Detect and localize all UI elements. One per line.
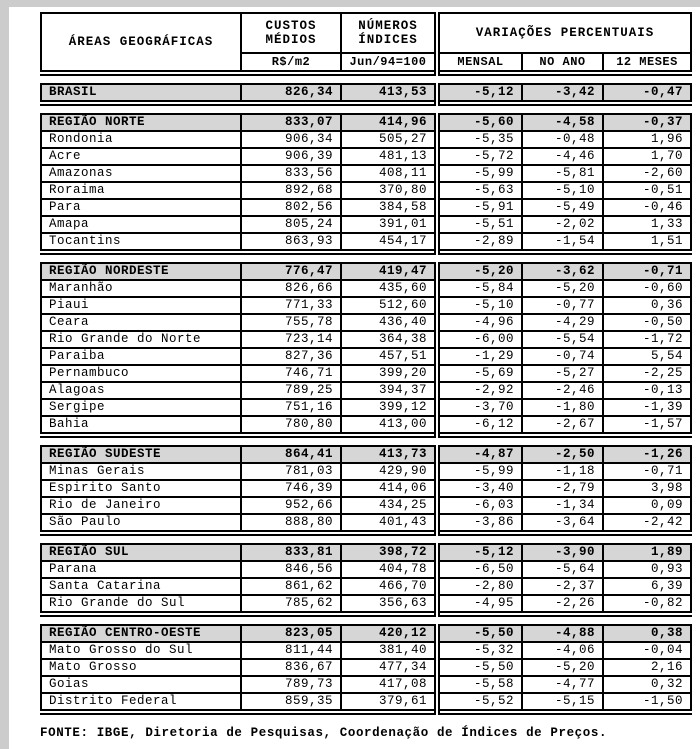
area-value: -6,00 [437, 331, 522, 348]
area-label: Ceara [41, 314, 241, 331]
area-value: 780,80 [241, 416, 341, 435]
header-base-jun94 [341, 53, 437, 73]
region-value: 420,12 [341, 625, 437, 642]
area-value: 477,34 [341, 659, 437, 676]
region-value: 414,96 [341, 114, 437, 131]
scan-edge-left [0, 0, 9, 749]
region-value: -0,37 [603, 114, 691, 131]
area-value: -0,71 [603, 463, 691, 480]
area-value: -0,13 [603, 382, 691, 399]
area-value: -0,51 [603, 182, 691, 199]
area-value: 399,20 [341, 365, 437, 382]
table-blocks [40, 83, 690, 715]
area-row [41, 514, 691, 533]
area-value: 379,61 [341, 693, 437, 712]
area-row [41, 595, 691, 614]
area-value: 746,71 [241, 365, 341, 382]
area-value: -2,79 [522, 480, 603, 497]
region-value: -0,47 [603, 84, 691, 103]
area-value: -2,60 [603, 165, 691, 182]
region-value: -5,12 [437, 84, 522, 103]
area-value: -1,34 [522, 497, 603, 514]
region-block [40, 83, 692, 106]
area-value: -5,32 [437, 642, 522, 659]
region-block [40, 624, 692, 715]
region-value: 419,47 [341, 263, 437, 280]
area-value: -5,58 [437, 676, 522, 693]
area-value: -2,26 [522, 595, 603, 614]
area-value: -0,48 [522, 131, 603, 148]
area-value: -2,67 [522, 416, 603, 435]
area-label: Para [41, 199, 241, 216]
region-block [40, 445, 692, 536]
source-note: FONTE: IBGE, Diretoria de Pesquisas, Coordenação de Índices de Preços. [40, 726, 608, 740]
region-value: -5,50 [437, 625, 522, 642]
header-variacoes-percentuais: VARIAÇÕES PERCENTUAIS [437, 13, 691, 53]
area-row [41, 382, 691, 399]
area-value: -1,50 [603, 693, 691, 712]
area-value: 414,06 [341, 480, 437, 497]
area-value: 454,17 [341, 233, 437, 252]
region-value: 413,53 [341, 84, 437, 103]
area-value: -2,89 [437, 233, 522, 252]
region-value: 413,73 [341, 446, 437, 463]
region-value: -4,58 [522, 114, 603, 131]
region-row [41, 114, 691, 131]
area-value: -4,06 [522, 642, 603, 659]
area-value: 755,78 [241, 314, 341, 331]
region-value: -5,12 [437, 544, 522, 561]
area-row [41, 199, 691, 216]
area-value: -5,10 [437, 297, 522, 314]
scan-edge-top [0, 0, 700, 7]
area-value: 859,35 [241, 693, 341, 712]
region-row [41, 84, 691, 103]
region-value: 833,07 [241, 114, 341, 131]
area-value: 789,73 [241, 676, 341, 693]
area-value: 861,62 [241, 578, 341, 595]
area-value: 1,51 [603, 233, 691, 252]
report-table [40, 12, 690, 740]
area-row [41, 297, 691, 314]
area-value: 846,56 [241, 561, 341, 578]
area-row [41, 182, 691, 199]
region-value: 833,81 [241, 544, 341, 561]
area-value: 435,60 [341, 280, 437, 297]
region-value: -0,71 [603, 263, 691, 280]
area-value: -2,80 [437, 578, 522, 595]
region-label: REGIÃO CENTRO-OESTE [41, 625, 241, 642]
area-row [41, 659, 691, 676]
area-value: -3,64 [522, 514, 603, 533]
area-value: 888,80 [241, 514, 341, 533]
area-value: 906,39 [241, 148, 341, 165]
area-value: 457,51 [341, 348, 437, 365]
region-value: -3,62 [522, 263, 603, 280]
region-block [40, 113, 692, 255]
region-value: -4,87 [437, 446, 522, 463]
area-value: -2,02 [522, 216, 603, 233]
area-value: -5,50 [437, 659, 522, 676]
region-label: REGIÃO SUL [41, 544, 241, 561]
area-value: -6,03 [437, 497, 522, 514]
area-row [41, 348, 691, 365]
area-value: -3,70 [437, 399, 522, 416]
region-value: -5,20 [437, 263, 522, 280]
area-value: -1,18 [522, 463, 603, 480]
area-value: -1,39 [603, 399, 691, 416]
area-row [41, 578, 691, 595]
region-label: REGIÃO NORTE [41, 114, 241, 131]
region-value: -2,50 [522, 446, 603, 463]
area-value: -5,99 [437, 165, 522, 182]
area-value: -5,81 [522, 165, 603, 182]
region-value: -3,90 [522, 544, 603, 561]
region-row [41, 544, 691, 561]
area-value: -5,84 [437, 280, 522, 297]
region-value: 1,89 [603, 544, 691, 561]
header-base-jun94-underlined: Jun/94=100 [349, 55, 427, 69]
area-value: -0,74 [522, 348, 603, 365]
area-row [41, 165, 691, 182]
area-value: -5,35 [437, 131, 522, 148]
header-custos-medios: CUSTOS MÉDIOS [241, 13, 341, 53]
region-row [41, 625, 691, 642]
area-label: Minas Gerais [41, 463, 241, 480]
area-row [41, 416, 691, 435]
header-unit-rs-m2: R$/m2 [241, 53, 341, 73]
area-value: 399,12 [341, 399, 437, 416]
header-12-meses: 12 MESES [603, 53, 691, 73]
area-label: Roraima [41, 182, 241, 199]
area-value: -4,96 [437, 314, 522, 331]
area-value: 781,03 [241, 463, 341, 480]
area-label: Bahia [41, 416, 241, 435]
area-value: 429,90 [341, 463, 437, 480]
area-value: -3,86 [437, 514, 522, 533]
area-value: -5,52 [437, 693, 522, 712]
area-value: 356,63 [341, 595, 437, 614]
area-row [41, 365, 691, 382]
area-row [41, 216, 691, 233]
region-block [40, 543, 692, 617]
area-label: Tocantins [41, 233, 241, 252]
area-value: 391,01 [341, 216, 437, 233]
area-value: 805,24 [241, 216, 341, 233]
area-value: -5,64 [522, 561, 603, 578]
area-value: 3,98 [603, 480, 691, 497]
area-value: 1,96 [603, 131, 691, 148]
area-value: 771,33 [241, 297, 341, 314]
area-label: Rondonia [41, 131, 241, 148]
area-value: -1,57 [603, 416, 691, 435]
area-value: 863,93 [241, 233, 341, 252]
area-row [41, 399, 691, 416]
area-value: -4,77 [522, 676, 603, 693]
area-value: 434,25 [341, 497, 437, 514]
area-value: -4,29 [522, 314, 603, 331]
area-label: Goias [41, 676, 241, 693]
area-value: -0,50 [603, 314, 691, 331]
area-label: Sergipe [41, 399, 241, 416]
area-value: 370,80 [341, 182, 437, 199]
area-value: 364,38 [341, 331, 437, 348]
region-value: 776,47 [241, 263, 341, 280]
area-value: 833,56 [241, 165, 341, 182]
area-value: -5,10 [522, 182, 603, 199]
area-value: -2,92 [437, 382, 522, 399]
area-value: -6,12 [437, 416, 522, 435]
area-value: 785,62 [241, 595, 341, 614]
area-value: 466,70 [341, 578, 437, 595]
area-value: 0,36 [603, 297, 691, 314]
area-value: 952,66 [241, 497, 341, 514]
area-value: 481,13 [341, 148, 437, 165]
area-row [41, 497, 691, 514]
header-numeros-indices: NÚMEROS ÍNDICES [341, 13, 437, 53]
area-value: 802,56 [241, 199, 341, 216]
header-no-ano: NO ANO [522, 53, 603, 73]
area-value: -5,69 [437, 365, 522, 382]
area-value: 394,37 [341, 382, 437, 399]
area-value: -5,99 [437, 463, 522, 480]
area-value: 6,39 [603, 578, 691, 595]
area-label: Amapa [41, 216, 241, 233]
area-row [41, 463, 691, 480]
area-value: 2,16 [603, 659, 691, 676]
area-value: -0,77 [522, 297, 603, 314]
region-label: REGIÃO NORDESTE [41, 263, 241, 280]
area-value: -6,50 [437, 561, 522, 578]
table-header [40, 12, 692, 76]
area-value: -2,42 [603, 514, 691, 533]
region-row [41, 263, 691, 280]
area-label: Rio Grande do Norte [41, 331, 241, 348]
area-label: Alagoas [41, 382, 241, 399]
area-value: 384,58 [341, 199, 437, 216]
area-row [41, 561, 691, 578]
region-value: 398,72 [341, 544, 437, 561]
area-value: -5,91 [437, 199, 522, 216]
area-value: 401,43 [341, 514, 437, 533]
area-value: 404,78 [341, 561, 437, 578]
area-value: -1,80 [522, 399, 603, 416]
region-value: 0,38 [603, 625, 691, 642]
area-value: 826,66 [241, 280, 341, 297]
header-areas-geograficas: ÁREAS GEOGRÁFICAS [41, 13, 241, 73]
area-value: -3,40 [437, 480, 522, 497]
area-label: Acre [41, 148, 241, 165]
area-row [41, 280, 691, 297]
area-label: Amazonas [41, 165, 241, 182]
region-block [40, 262, 692, 438]
area-value: -2,37 [522, 578, 603, 595]
area-value: -5,63 [437, 182, 522, 199]
area-value: 906,34 [241, 131, 341, 148]
area-row [41, 314, 691, 331]
area-value: -5,49 [522, 199, 603, 216]
region-row [41, 446, 691, 463]
area-value: -5,15 [522, 693, 603, 712]
area-value: 505,27 [341, 131, 437, 148]
area-value: 892,68 [241, 182, 341, 199]
area-label: Mato Grosso [41, 659, 241, 676]
area-value: 408,11 [341, 165, 437, 182]
area-label: Rio de Janeiro [41, 497, 241, 514]
area-row [41, 642, 691, 659]
area-value: -4,46 [522, 148, 603, 165]
area-value: 417,08 [341, 676, 437, 693]
area-value: -0,04 [603, 642, 691, 659]
area-row [41, 693, 691, 712]
area-value: -1,29 [437, 348, 522, 365]
area-value: 0,09 [603, 497, 691, 514]
area-value: -0,60 [603, 280, 691, 297]
area-label: Santa Catarina [41, 578, 241, 595]
area-value: -5,54 [522, 331, 603, 348]
region-value: 864,41 [241, 446, 341, 463]
area-value: 381,40 [341, 642, 437, 659]
area-value: -5,51 [437, 216, 522, 233]
area-value: 723,14 [241, 331, 341, 348]
header-mensal: MENSAL [437, 53, 522, 73]
area-value: -1,54 [522, 233, 603, 252]
area-row [41, 331, 691, 348]
area-value: 827,36 [241, 348, 341, 365]
area-value: -0,46 [603, 199, 691, 216]
area-value: 0,32 [603, 676, 691, 693]
area-value: 746,39 [241, 480, 341, 497]
area-row [41, 676, 691, 693]
area-value: -5,72 [437, 148, 522, 165]
area-row [41, 148, 691, 165]
area-label: Pernambuco [41, 365, 241, 382]
region-value: -1,26 [603, 446, 691, 463]
area-value: -5,20 [522, 280, 603, 297]
region-label: BRASIL [41, 84, 241, 103]
region-label: REGIÃO SUDESTE [41, 446, 241, 463]
area-value: 436,40 [341, 314, 437, 331]
area-value: 789,25 [241, 382, 341, 399]
area-value: 1,33 [603, 216, 691, 233]
region-value: -5,60 [437, 114, 522, 131]
region-value: -4,88 [522, 625, 603, 642]
area-label: Paraiba [41, 348, 241, 365]
area-row [41, 480, 691, 497]
area-value: 811,44 [241, 642, 341, 659]
area-value: 413,00 [341, 416, 437, 435]
area-label: Parana [41, 561, 241, 578]
area-value: 5,54 [603, 348, 691, 365]
area-value: -0,82 [603, 595, 691, 614]
area-label: Rio Grande do Sul [41, 595, 241, 614]
area-value: 0,93 [603, 561, 691, 578]
area-label: São Paulo [41, 514, 241, 533]
area-value: 751,16 [241, 399, 341, 416]
area-label: Maranhão [41, 280, 241, 297]
area-value: -5,20 [522, 659, 603, 676]
region-value: -3,42 [522, 84, 603, 103]
area-value: 512,60 [341, 297, 437, 314]
area-label: Piaui [41, 297, 241, 314]
area-label: Espirito Santo [41, 480, 241, 497]
area-value: -5,27 [522, 365, 603, 382]
area-label: Distrito Federal [41, 693, 241, 712]
area-value: -2,25 [603, 365, 691, 382]
area-value: -1,72 [603, 331, 691, 348]
area-label: Mato Grosso do Sul [41, 642, 241, 659]
region-value: 826,34 [241, 84, 341, 103]
header-row-1 [41, 13, 691, 53]
area-value: -4,95 [437, 595, 522, 614]
area-row [41, 131, 691, 148]
area-value: 836,67 [241, 659, 341, 676]
region-value: 823,05 [241, 625, 341, 642]
area-value: 1,70 [603, 148, 691, 165]
area-row [41, 233, 691, 252]
area-value: -2,46 [522, 382, 603, 399]
